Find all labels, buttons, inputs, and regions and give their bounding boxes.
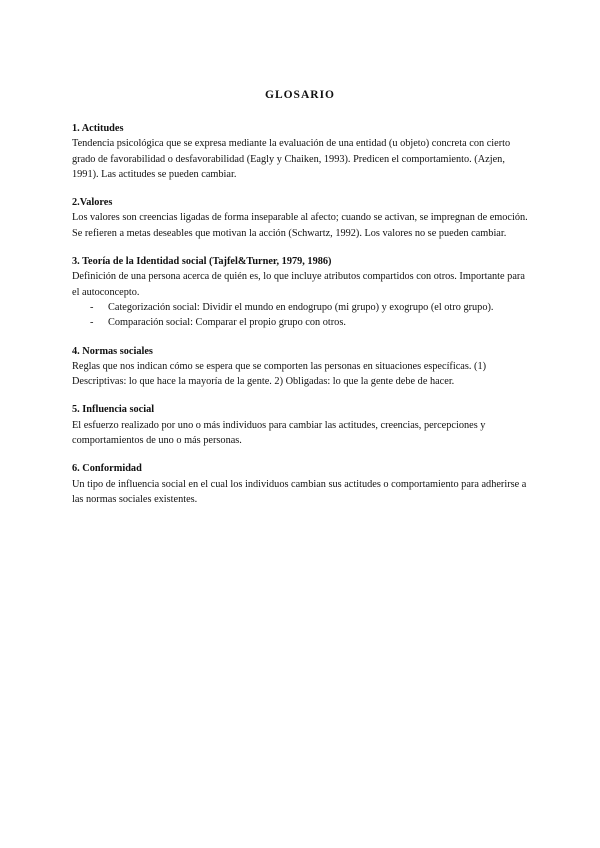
section-heading: 5. Influencia social xyxy=(72,404,155,416)
section-conformidad xyxy=(72,461,528,507)
bullet-marker: - xyxy=(90,317,94,329)
section-body: Los valores son creencias ligadas de forma inseparable al afecto; cuando se activan, se impregnan de emoción. Se refieren a metas deseables que motivan la acción (Schwartz, 1992). Los valores no se pueden cambiar. xyxy=(72,212,528,239)
list-item-text: Comparación social: Comparar el propio grupo con otros. xyxy=(108,317,346,329)
section-valores xyxy=(72,195,528,241)
page-title: GLOSARIO xyxy=(265,89,335,101)
section-body: Definición de una persona acerca de quién es, lo que incluye atributos compartidos con otros. Importante para el autoconcepto. xyxy=(72,271,525,298)
section-body: Un tipo de influencia social en el cual los individuos cambian sus actitudes o comportamiento para adherirse a las normas sociales existentes. xyxy=(72,478,527,505)
section-heading: 3. Teoría de la Identidad social (Tajfel&Turner, 1979, 1986) xyxy=(72,256,332,268)
section-body: El esfuerzo realizado por uno o más individuos para cambiar las actitudes, creencias, percepciones y comportamientos de uno o más personas. xyxy=(72,419,486,447)
section-influencia-social xyxy=(72,402,528,448)
bullet-marker: - xyxy=(90,301,94,313)
section-normas-sociales xyxy=(72,344,528,390)
list-item xyxy=(72,300,528,315)
section-heading: 6. Conformidad xyxy=(72,463,142,475)
list-item-text: Categorización social: Dividir el mundo en endogrupo (mi grupo) y exogrupo (el otro grupo). xyxy=(108,301,494,313)
section-body: Tendencia psicológica que se expresa mediante la evaluación de una entidad (u objeto) concreta con cierto grado de favorabilidad o desfavorabilidad (Eagly y Chaiken, 1993). Predicen el comportamiento. (Azjen, 1991). Las actitudes se pueden cambiar. xyxy=(72,138,511,180)
section-heading: 4. Normas sociales xyxy=(72,345,153,357)
section-heading: 1. Actitudes xyxy=(72,123,124,134)
section-identidad-social xyxy=(72,254,528,330)
section-heading: 2.Valores xyxy=(72,197,113,209)
section-actitudes xyxy=(72,121,528,182)
list-item xyxy=(72,315,528,330)
glossary-content xyxy=(72,121,528,520)
bullet-list xyxy=(72,300,528,331)
section-body: Reglas que nos indican cómo se espera que se comporten las personas en situaciones específicas. (1) Descriptivas: lo que hace la mayoría de la gente. 2) Obligadas: lo que la gente debe de hacer. xyxy=(72,360,487,388)
